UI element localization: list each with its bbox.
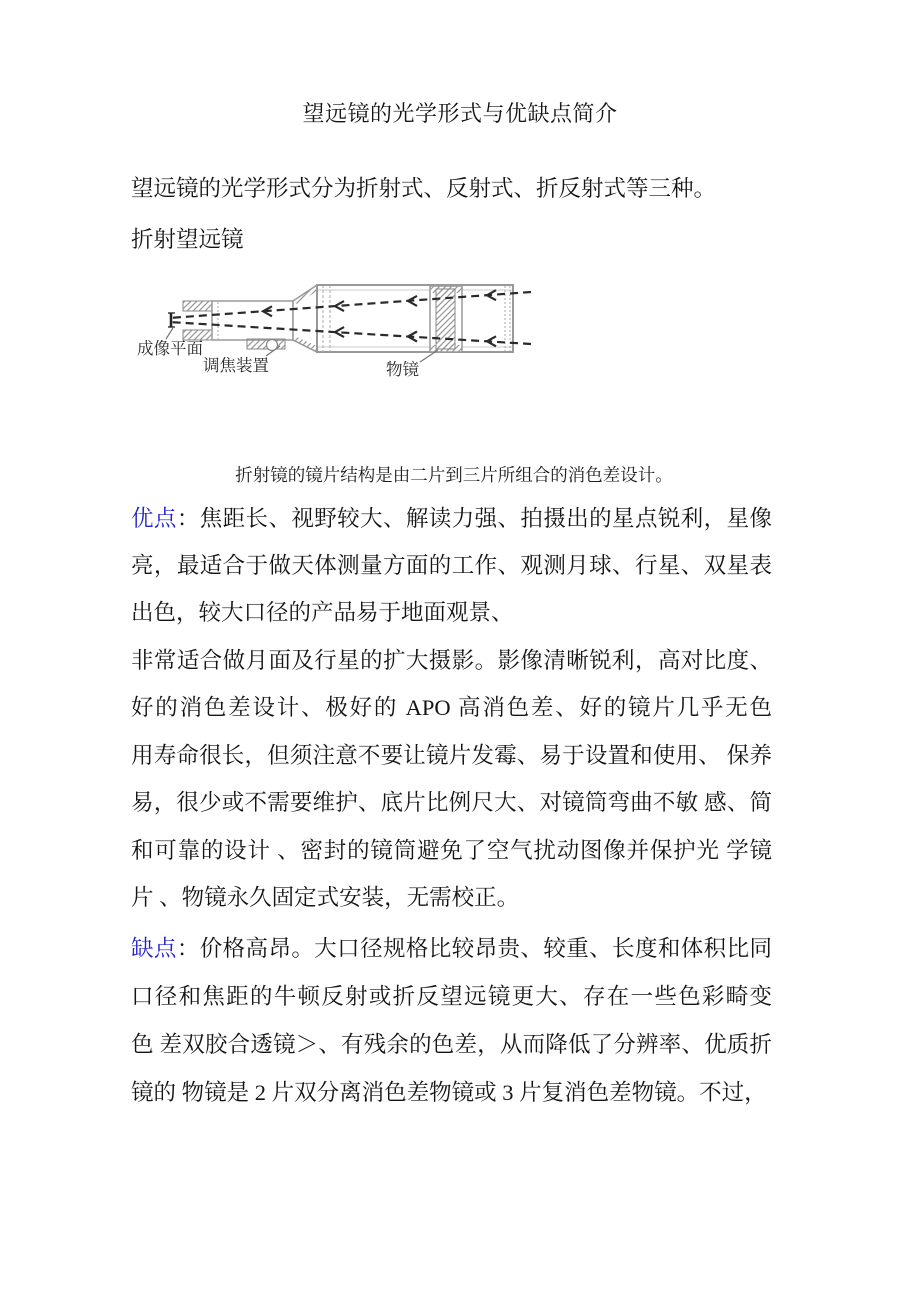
focuser-label: 调焦装置 [203,356,269,375]
focuser-knob [247,339,285,351]
advantages-line: 好的消色差设计、极好的 APO 高消色差、好的镜片几乎无色 [131,695,772,720]
advantages-line: 非常适合做月面及行星的扩大摄影。影像清晰锐利，高对比度、 [131,648,772,673]
advantages-line: 易，很少或不需要维护、底片比例尺大、对镜筒弯曲不敏 感、简 [131,790,772,815]
page-title: 望远镜的光学形式与优缺点简介 [302,101,618,126]
image-plane-tick [168,313,175,327]
intro-paragraph: 望远镜的光学形式分为折射式、反射式、折反射式等三种。 [131,176,717,201]
image-plane-label: 成像平面 [137,339,203,358]
disadvantages-line: 口径和焦距的牛顿反射或折反望远镜更大、存在一些色彩畸变 [131,984,772,1009]
advantages-line: 和可靠的设计 、密封的镜筒避免了空气扰动图像并保护光 学镜 [131,838,772,863]
advantages-line: 片 、物镜永久固定式安装，无需校正。 [131,885,520,910]
disadvantages-line: 色 差双胶合透镜＞、有残余的色差，从而降低了分辨率、优质折 [131,1032,772,1057]
disadvantages-label: 缺点 [131,936,177,961]
advantages-line: 出色，较大口径的产品易于地面观景、 [131,600,514,625]
section-heading: 折射望远镜 [131,227,244,252]
advantages-text: ：焦距长、视野较大、解读力强、拍摄出的星点锐利，星像 [176,506,772,531]
eyepiece-tube [183,301,212,340]
disadvantages-text: ：价格高昂。大口径规格比较昂贵、较重、长度和体积比同 [176,936,772,961]
disadvantages-line: 镜的 物镜是 2 片双分离消色差物镜或 3 片复消色差物镜。不过， [131,1080,767,1105]
tube-taper [293,285,317,352]
objective-label: 物镜 [386,360,419,379]
objective-lens [430,286,462,352]
telescope-diagram [128,270,544,384]
advantages-line [131,504,772,534]
main-tube [317,285,513,352]
disadvantages-line [131,934,772,964]
figure-caption: 折射镜的镜片结构是由二片到三片所组合的消色差设计。 [235,465,673,485]
advantages-line: 用寿命很长，但须注意不要让镜片发霉、易于设置和使用、 保养 [131,743,772,768]
advantages-line: 亮，最适合于做天体测量方面的工作、观测月球、行星、双星表 [131,553,772,578]
advantages-label: 优点 [131,506,177,531]
drawtube [212,301,293,340]
